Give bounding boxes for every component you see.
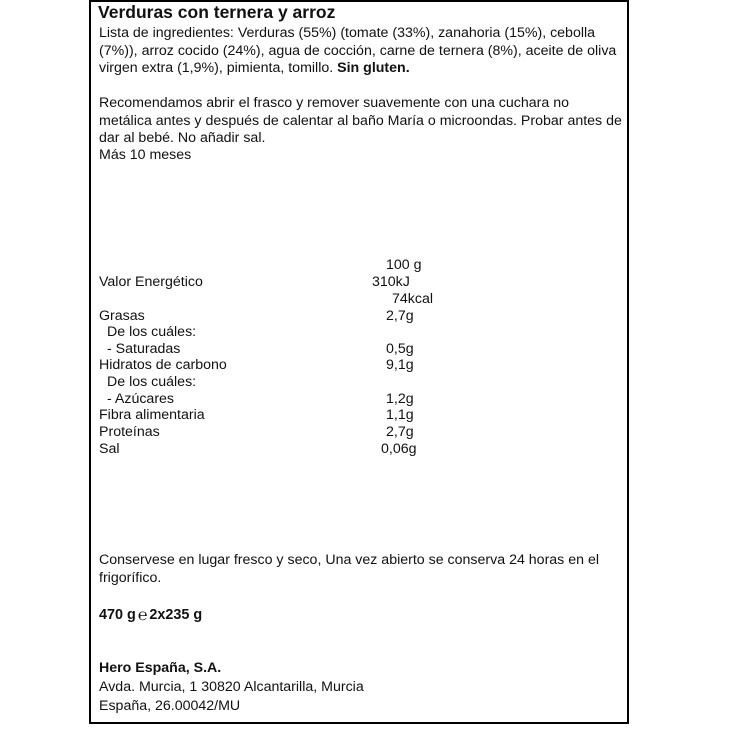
company-registry: España, 26.00042/MU xyxy=(99,698,241,714)
nutrition-label-protein: Proteínas xyxy=(99,424,160,440)
nutrition-label-fiber: Fibra alimentaria xyxy=(99,407,205,423)
nutrition-value-carbohydrates: 9,1g xyxy=(386,357,414,373)
net-weight-value: 470 g xyxy=(99,607,136,623)
nutrition-value-fat: 2,7g xyxy=(386,308,414,324)
pack-weight-value: 2x235 g xyxy=(149,607,203,623)
nutrition-label-carbs-of-which: De los cuáles: xyxy=(107,374,197,390)
nutrition-label-sugars: - Azúcares xyxy=(107,391,175,407)
ingredients-text: Lista de ingredientes: Verduras (55%) (tomate (33%), zanahoria (15%), cebolla (7%)), arroz cocido (24%), agua de cocción, carne de ternera (8%), aceite de oliva virgen extra (1,9%), pimienta, tomillo. xyxy=(99,25,617,76)
nutrition-label-saturated: - Saturadas xyxy=(107,341,181,357)
nutrition-label-energy: Valor Energético xyxy=(99,274,203,290)
nutrition-value-energy-kcal: 74kcal xyxy=(392,291,434,307)
nutrition-value-protein: 2,7g xyxy=(386,424,414,440)
company-name: Hero España, S.A. xyxy=(99,660,222,676)
ingredients-list xyxy=(99,25,624,78)
age-recommendation: Más 10 meses xyxy=(99,147,192,163)
storage-instructions: Conservese en lugar fresco y seco, Una vez abierto se conserva 24 horas en el frigorífico. xyxy=(99,552,599,586)
nutrition-label-carbohydrates: Hidratos de carbono xyxy=(99,357,227,373)
estimated-sign-icon: ℮ xyxy=(137,607,148,624)
nutrition-value-sugars: 1,2g xyxy=(386,391,414,407)
nutrition-label-fat: Grasas xyxy=(99,308,145,324)
nutrition-label-salt: Sal xyxy=(99,441,120,457)
nutrition-header-100g: 100 g xyxy=(386,257,422,273)
usage-instructions: Recomendamos abrir el frasco y remover suavemente con una cuchara no metálica antes y después de calentar al baño María o microondas. Probar antes de dar al bebé. No añadir sal. xyxy=(99,95,622,146)
nutrition-value-energy-kj: 310kJ xyxy=(372,274,410,290)
nutrition-label-fat-of-which: De los cuáles: xyxy=(107,324,197,340)
gluten-free-note: Sin gluten. xyxy=(337,60,410,76)
nutrition-value-fiber: 1,1g xyxy=(386,407,414,423)
nutrition-value-saturated: 0,5g xyxy=(386,341,414,357)
nutrition-value-salt: 0,06g xyxy=(381,441,417,457)
product-title: Verduras con ternera y arroz xyxy=(98,2,336,22)
company-address: Avda. Murcia, 1 30820 Alcantarilla, Murcia xyxy=(99,679,364,695)
net-weight xyxy=(99,606,202,624)
